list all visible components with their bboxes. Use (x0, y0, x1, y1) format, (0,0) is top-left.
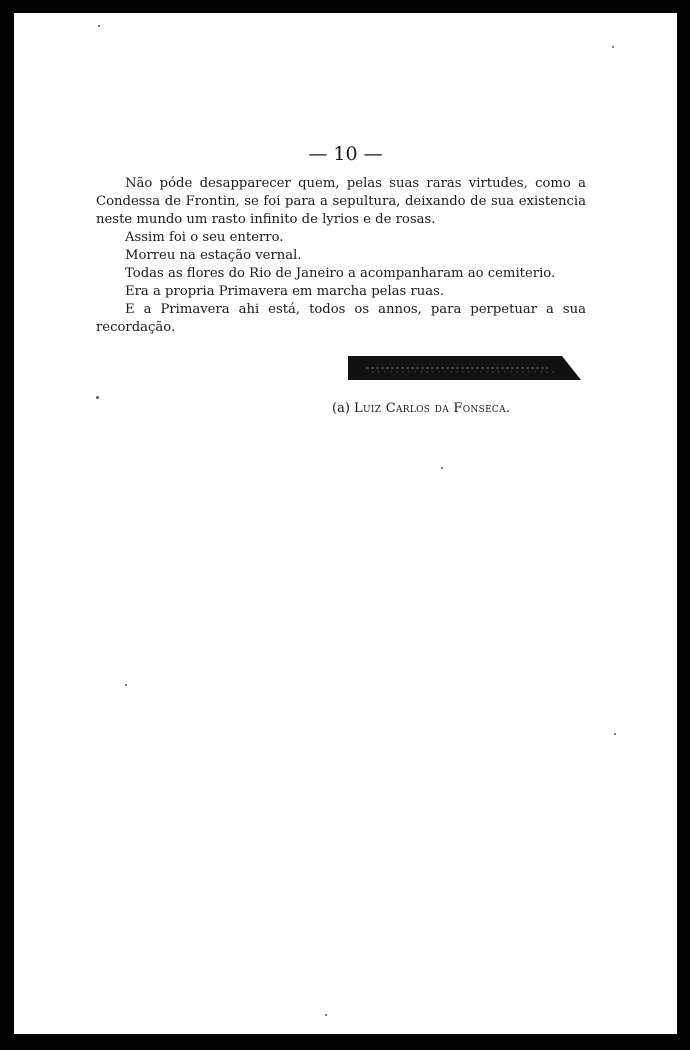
body-text (96, 175, 586, 337)
paper-speck (125, 684, 127, 686)
closing-ornament (348, 356, 581, 380)
paper-speck (96, 396, 99, 399)
paragraph-6: E a Primavera ahi está, todos os annos, para perpetuar a sua recordação. (96, 302, 586, 335)
paper-speck (325, 1014, 327, 1016)
signature-name: Luiz Carlos da Fonseca. (354, 401, 511, 416)
paragraph-3: Morreu na estação vernal. (125, 248, 302, 263)
paragraph-5: Era a propria Primavera em marcha pelas ruas. (125, 284, 445, 299)
paragraph-1: Não póde desapparecer quem, pelas suas raras virtudes, como a Condessa de Frontin, se foi para a sepultura, deixando de sua existencia neste mundo um rasto infinito de lyrios e de rosas. (96, 176, 586, 227)
paper-speck (614, 733, 616, 735)
paper-speck (612, 46, 614, 48)
page-number: — 10 — (308, 143, 383, 165)
signature (332, 401, 510, 416)
signature-prefix: (a) (332, 401, 350, 416)
paper-speck (98, 25, 100, 27)
document-page (14, 13, 677, 1034)
paper-speck (441, 467, 443, 469)
paragraph-4: Todas as flores do Rio de Janeiro a acompanharam ao cemiterio. (125, 266, 556, 281)
paragraph-2: Assim foi o seu enterro. (125, 230, 284, 245)
